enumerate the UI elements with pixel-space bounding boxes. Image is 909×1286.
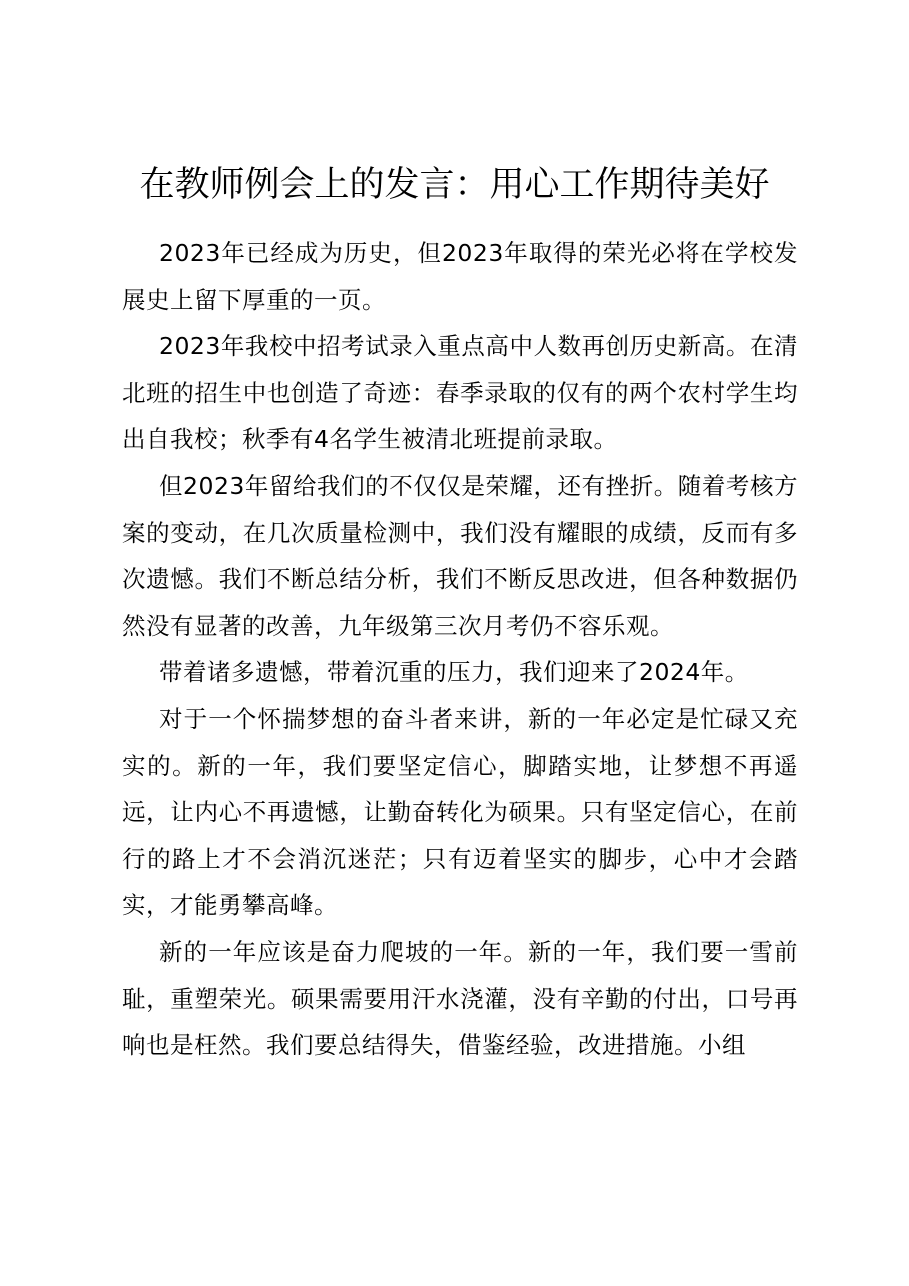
paragraph-4: 带着诸多遗憾，带着沉重的压力，我们迎来了2024年。 — [159, 658, 749, 687]
paragraph-1: 2023年已经成为历史，但2023年取得的荣光必将在学校发展史上留下厚重的一页。 — [122, 239, 798, 314]
document-body — [122, 230, 798, 1069]
paragraph-6: 新的一年应该是奋力爬坡的一年。新的一年，我们要一雪前耻，重塑荣光。硕果需要用汗水浇灌，没有辛勤的付出，口号再响也是枉然。我们要总结得失，借鉴经验，改进措施。小组 — [122, 937, 798, 1060]
paragraph-3: 但2023年留给我们的不仅仅是荣耀，还有挫折。随着考核方案的变动，在几次质量检测中，我们没有耀眼的成绩，反而有多次遗憾。我们不断总结分析，我们不断反思改进，但各种数据仍然没有显著的改善，九年级第三次月考仍不容乐观。 — [122, 471, 798, 640]
paragraph-2: 2023年我校中招考试录入重点高中人数再创历史新高。在清北班的招生中也创造了奇迹：春季录取的仅有的两个农村学生均出自我校；秋季有4名学生被清北班提前录取。 — [122, 332, 798, 454]
document-title: 在教师例会上的发言：用心工作期待美好 — [139, 165, 770, 205]
paragraph-5: 对于一个怀揣梦想的奋斗者来讲，新的一年必定是忙碌又充实的。新的一年，我们要坚定信心，脚踏实地，让梦想不再遥远，让内心不再遗憾，让勤奋转化为硕果。只有坚定信心，在前行的路上才不会消沉迷茫；只有迈着坚实的脚步，心中才会踏实，才能勇攀高峰。 — [122, 704, 798, 920]
